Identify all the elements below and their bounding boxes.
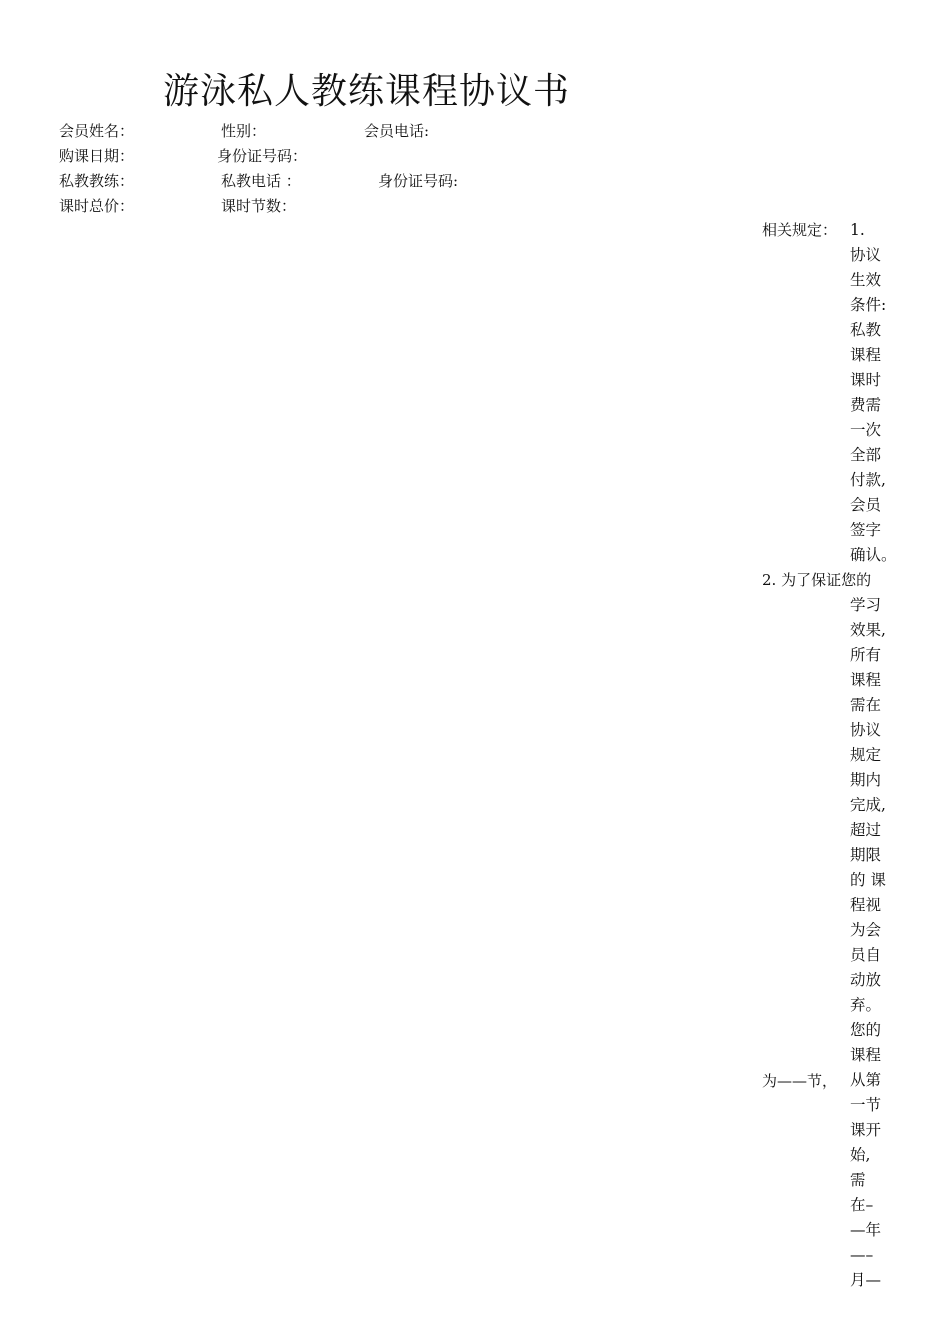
rules-column-line: 从第 [850, 1071, 882, 1089]
rule-2-start: 2. 为了保证您的 [762, 571, 872, 589]
rules-column-line: 的 课 [850, 871, 886, 889]
rules-column-line [850, 568, 950, 593]
rules-column-line: 学习 [850, 596, 882, 614]
rules-column-line: 程视 [850, 896, 882, 914]
rules-column-line: 为会 [850, 921, 882, 939]
rules-column-line: 完成, [850, 796, 886, 814]
rules-column-line: 课开 [850, 1121, 882, 1139]
rules-column-line: 始, [850, 1146, 871, 1164]
rules-column-line: 课程 [850, 671, 882, 689]
rules-column-line: 在– [850, 1196, 874, 1214]
rules-column-line: 会员 [850, 496, 882, 514]
rules-column-line: 期限 [850, 846, 882, 864]
rules-column-line: 生效 [850, 271, 882, 289]
rules-column-line: 费需 [850, 396, 882, 414]
coach-id-number-label: 身份证号码: [378, 172, 459, 190]
member-name-label: 会员姓名： [59, 122, 135, 140]
lesson-count-blank: 为——节， [762, 1072, 838, 1090]
lesson-count-label: 课时节数： [221, 197, 297, 215]
rules-column-line: 效果, [850, 621, 886, 639]
rules-column-line: 期内 [850, 771, 882, 789]
rules-column-line: 规定 [850, 746, 882, 764]
rules-column-line: 动放 [850, 971, 882, 989]
rules-column-line: 全部 [850, 446, 882, 464]
rules-column-line: 一节 [850, 1096, 882, 1114]
rules-heading: 相关规定： [762, 221, 838, 239]
rules-column-line: 员自 [850, 946, 882, 964]
rules-column-line: 签字 [850, 521, 882, 539]
rules-column-line: 您的 [850, 1021, 882, 1039]
rules-column-line: 课程 [850, 1046, 882, 1064]
member-phone-label: 会员电话: [364, 122, 430, 140]
rules-column-line: 所有 [850, 646, 882, 664]
coach-label: 私教教练： [59, 172, 135, 190]
gender-label: 性别： [221, 122, 267, 140]
rules-column-line: 付款, [850, 471, 886, 489]
rules-column-line: 月— [850, 1271, 882, 1289]
rules-column-line: 需 [850, 1171, 866, 1189]
purchase-date-label: 购课日期： [59, 147, 135, 165]
rules-column-line: 协议 [850, 246, 882, 264]
id-number-label: 身份证号码： [217, 147, 308, 165]
total-price-label: 课时总价： [59, 197, 135, 215]
rules-column-line: 条件: [850, 296, 887, 314]
rules-column-line: 课时 [850, 371, 882, 389]
rules-column-line: 需在 [850, 696, 882, 714]
rules-column-line: —– [850, 1246, 874, 1264]
rules-text-column [850, 218, 950, 1293]
coach-phone-label: 私教电话 ： [221, 172, 301, 190]
rules-column-line: 确认。 [850, 546, 897, 564]
rules-column-line: 课程 [850, 346, 882, 364]
rules-column-line: 超过 [850, 821, 882, 839]
rules-column-line: 1. [850, 221, 865, 239]
rules-column-line: —年 [850, 1221, 882, 1239]
rules-column-line: 一次 [850, 421, 882, 439]
rules-column-line: 协议 [850, 721, 882, 739]
rules-column-line: 私教 [850, 321, 882, 339]
rules-column-line: 弃。 [850, 996, 882, 1014]
document-title: 游泳私人教练课程协议书 [163, 71, 571, 112]
